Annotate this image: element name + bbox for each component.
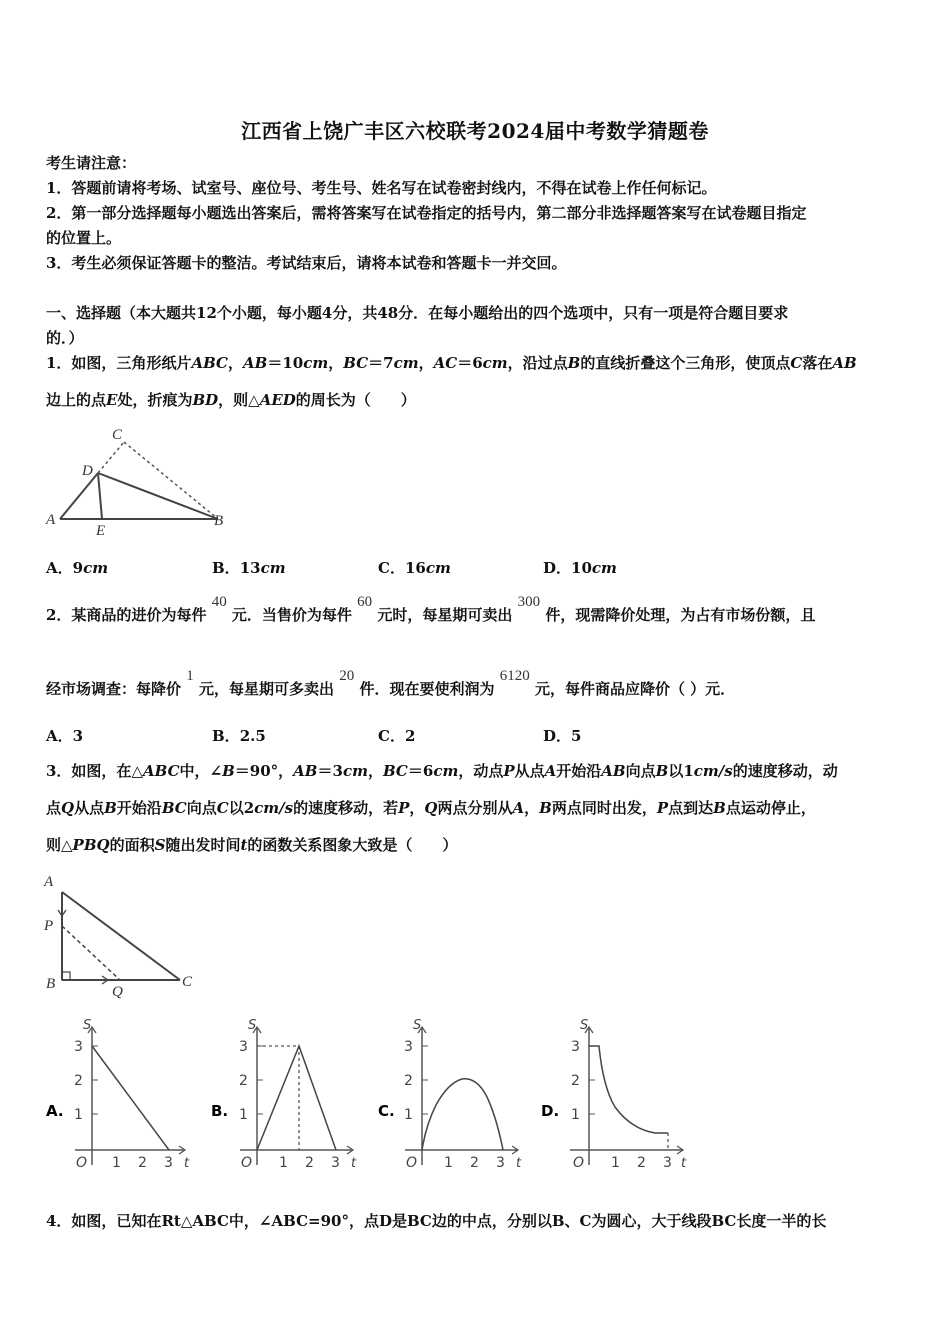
notice-heading: 考生请注意： bbox=[46, 154, 137, 172]
x-tick: 2 bbox=[637, 1155, 646, 1171]
q2-option-b[interactable] bbox=[212, 725, 266, 746]
text: 两点分别从 bbox=[437, 799, 513, 817]
text: 1．如图，三角形纸片 bbox=[46, 354, 192, 372]
q1-option-a[interactable] bbox=[46, 557, 108, 578]
text: 边上的点 bbox=[46, 391, 107, 409]
x-axis-label: t bbox=[351, 1156, 357, 1171]
y-tick: 1 bbox=[404, 1107, 413, 1123]
math-value: 1 bbox=[186, 668, 194, 684]
y-tick: 1 bbox=[239, 1107, 248, 1123]
math-var: B bbox=[655, 762, 669, 780]
origin-label: O bbox=[406, 1155, 418, 1171]
option-unit: cm bbox=[83, 559, 109, 577]
math-var: BC bbox=[161, 799, 187, 817]
math-var: AB bbox=[293, 762, 318, 780]
text: 从点 bbox=[74, 799, 105, 817]
q3-option-c-graph[interactable] bbox=[370, 1015, 535, 1175]
option-value: 5 bbox=[571, 727, 582, 745]
notice-item-2: 2．第一部分选择题每小题选出答案后，需将答案写在试卷指定的括号内，第二部分非选择题答案写在试卷题目指定 bbox=[46, 204, 807, 222]
x-tick: 2 bbox=[305, 1155, 314, 1171]
x-tick: 2 bbox=[138, 1155, 147, 1171]
notice-item-1: 1．答题前请将考场、试室号、座位号、考生号、姓名写在试卷密封线内，不得在试卷上作任何标记。 bbox=[46, 179, 717, 197]
q2-option-c[interactable] bbox=[378, 725, 415, 746]
q3-stem-line1 bbox=[46, 760, 838, 781]
option-value: 2 bbox=[404, 727, 416, 745]
option-value: 9 bbox=[72, 559, 84, 577]
y-axis-label: S bbox=[413, 1018, 422, 1033]
label-p: P bbox=[44, 918, 54, 934]
option-letter: B． bbox=[212, 727, 240, 745]
q1-triangle-figure bbox=[42, 425, 227, 540]
option-letter: C． bbox=[378, 727, 405, 745]
page-title: 江西省上饶广丰区六校联考2024届中考数学猜题卷 bbox=[241, 119, 709, 143]
q3-option-b-graph[interactable] bbox=[205, 1015, 370, 1175]
text: 向点 bbox=[186, 799, 217, 817]
math-unit: cm/s bbox=[254, 799, 294, 817]
text: ， bbox=[418, 354, 434, 372]
text: 件，现需降价处理，为占有市场份额，且 bbox=[545, 606, 816, 624]
origin-label: O bbox=[241, 1155, 253, 1171]
label-c: C bbox=[112, 427, 123, 443]
text: ，动点 bbox=[458, 762, 504, 780]
text: 向点 bbox=[625, 762, 656, 780]
math-unit: cm bbox=[342, 762, 368, 780]
math-var: Q bbox=[61, 799, 75, 817]
text: 经市场调查：每降价 bbox=[46, 680, 182, 698]
option-unit: cm bbox=[425, 559, 451, 577]
y-axis-label: S bbox=[248, 1018, 257, 1033]
x-tick: 3 bbox=[164, 1155, 173, 1171]
text: 两点同时出发， bbox=[551, 799, 657, 817]
math-var: B bbox=[104, 799, 117, 817]
text: 2．某商品的进价为每件 bbox=[46, 606, 207, 624]
math-var: P bbox=[656, 799, 669, 817]
q4-stem-line1: 4．如图，已知在Rt△ABC中，∠ABC=90°，点D是BC边的中点，分别以B、C为圆心，大于线段BC长度一半的长 bbox=[46, 1212, 827, 1230]
text: 则△ bbox=[46, 836, 73, 854]
text: 元．当售价为每件 bbox=[231, 606, 352, 624]
text: ， bbox=[367, 762, 383, 780]
text: 开始沿 bbox=[556, 762, 602, 780]
text: 点 bbox=[46, 799, 62, 817]
math-var: BD bbox=[192, 391, 219, 409]
option-unit: cm bbox=[260, 559, 286, 577]
text: ， bbox=[328, 354, 344, 372]
text: 元，每星期可多卖出 bbox=[198, 680, 334, 698]
option-value: 10 bbox=[571, 559, 592, 577]
q2-option-d[interactable] bbox=[543, 725, 581, 746]
math-var: AED bbox=[259, 391, 296, 409]
math-var: B bbox=[713, 799, 726, 817]
x-tick: 3 bbox=[331, 1155, 340, 1171]
x-axis-label: t bbox=[681, 1156, 687, 1171]
q2-stem-line1 bbox=[46, 594, 816, 625]
math-var: AB bbox=[601, 762, 626, 780]
math-var: Q bbox=[424, 799, 438, 817]
math-var: S bbox=[154, 836, 166, 854]
math-var: ABC bbox=[142, 762, 180, 780]
option-letter: A． bbox=[46, 727, 73, 745]
option-letter: A． bbox=[46, 559, 73, 577]
text: ＝7 bbox=[368, 354, 394, 372]
text: 元，每件商品应降价（ ）元． bbox=[534, 680, 736, 698]
option-value: 3 bbox=[72, 727, 84, 745]
text: 落在 bbox=[802, 354, 833, 372]
x-tick: 1 bbox=[112, 1155, 121, 1171]
math-var: BC bbox=[382, 762, 408, 780]
math-var: P bbox=[503, 762, 515, 780]
text: 点到达 bbox=[668, 799, 714, 817]
math-var: AB bbox=[832, 354, 857, 372]
text: ， bbox=[524, 799, 540, 817]
math-value: 40 bbox=[211, 594, 227, 610]
y-tick: 3 bbox=[74, 1039, 83, 1055]
text: ，则△ bbox=[218, 391, 260, 409]
label-q: Q bbox=[112, 984, 123, 1000]
text: ＝3 bbox=[317, 762, 343, 780]
y-tick: 1 bbox=[571, 1107, 580, 1123]
q3-stem-line3 bbox=[46, 834, 457, 855]
math-value: 300 bbox=[517, 594, 541, 610]
text: ， bbox=[409, 799, 425, 817]
y-tick: 2 bbox=[239, 1073, 248, 1089]
option-letter: B． bbox=[212, 559, 240, 577]
math-var: C bbox=[790, 354, 803, 372]
math-unit: cm bbox=[482, 354, 508, 372]
text: ＝6 bbox=[457, 354, 483, 372]
x-tick: 1 bbox=[611, 1155, 620, 1171]
text: 点运动停止， bbox=[725, 799, 816, 817]
origin-label: O bbox=[573, 1155, 585, 1171]
label-b: B bbox=[214, 513, 224, 529]
math-unit: cm bbox=[303, 354, 329, 372]
origin-label: O bbox=[76, 1155, 88, 1171]
y-axis-label: S bbox=[83, 1018, 92, 1033]
q1-stem-line2 bbox=[46, 389, 416, 410]
math-unit: cm bbox=[393, 354, 419, 372]
math-var: B bbox=[567, 354, 581, 372]
text: 处，折痕为 bbox=[117, 391, 193, 409]
math-var: A bbox=[544, 762, 557, 780]
text: 随出发时间 bbox=[165, 836, 241, 854]
q2-stem-line2 bbox=[46, 668, 736, 699]
x-tick: 1 bbox=[444, 1155, 453, 1171]
math-var: B bbox=[222, 762, 235, 780]
math-var: A bbox=[512, 799, 525, 817]
math-var: P bbox=[398, 799, 410, 817]
y-tick: 3 bbox=[571, 1039, 580, 1055]
text: 以2 bbox=[228, 799, 255, 817]
math-var: t bbox=[240, 836, 248, 854]
text: ，沿过点 bbox=[507, 354, 568, 372]
y-tick: 3 bbox=[404, 1039, 413, 1055]
x-tick: 3 bbox=[496, 1155, 505, 1171]
label-a: A bbox=[46, 512, 56, 528]
q1-option-c[interactable] bbox=[378, 557, 451, 578]
label-d: D bbox=[82, 463, 93, 479]
q1-stem-line1 bbox=[46, 352, 857, 373]
math-var: AB bbox=[243, 354, 268, 372]
x-tick: 2 bbox=[470, 1155, 479, 1171]
math-var: AC bbox=[433, 354, 458, 372]
section-heading: 一、选择题（本大题共12个小题，每小题4分，共48分．在每小题给出的四个选项中，只有一项是符合题目要求 bbox=[46, 304, 789, 322]
text: 中，∠ bbox=[179, 762, 223, 780]
label-a: A bbox=[44, 874, 54, 890]
option-letter: D． bbox=[543, 559, 572, 577]
text: ， bbox=[228, 354, 244, 372]
option-letter: C. bbox=[378, 1102, 395, 1120]
text: 的速度移动，若 bbox=[293, 799, 399, 817]
text: 3．如图，在△ bbox=[46, 762, 143, 780]
y-tick: 2 bbox=[571, 1073, 580, 1089]
text: ＝6 bbox=[407, 762, 434, 780]
y-tick: 2 bbox=[74, 1073, 83, 1089]
y-tick: 3 bbox=[239, 1039, 248, 1055]
y-axis-label: S bbox=[580, 1018, 589, 1033]
math-value: 20 bbox=[339, 668, 355, 684]
notice-item-2-cont: 的位置上。 bbox=[46, 229, 122, 247]
math-var: BC bbox=[343, 354, 369, 372]
text: 元时，每星期可卖出 bbox=[377, 606, 513, 624]
q2-option-a[interactable] bbox=[46, 725, 83, 746]
option-value: 16 bbox=[404, 559, 426, 577]
text: 以1 bbox=[668, 762, 694, 780]
math-unit: cm bbox=[433, 762, 459, 780]
label-e: E bbox=[96, 523, 106, 539]
option-letter: B. bbox=[211, 1102, 229, 1120]
q1-option-d[interactable] bbox=[543, 557, 617, 578]
math-unit: cm/s bbox=[693, 762, 733, 780]
x-axis-label: t bbox=[516, 1156, 522, 1171]
math-var: C bbox=[216, 799, 229, 817]
q3-triangle-figure bbox=[40, 870, 210, 1000]
math-var: B bbox=[539, 799, 552, 817]
q3-option-d-graph[interactable] bbox=[535, 1015, 700, 1175]
x-axis-label: t bbox=[184, 1156, 190, 1171]
math-var: E bbox=[106, 391, 118, 409]
label-c: C bbox=[182, 974, 193, 990]
text: 开始沿 bbox=[116, 799, 162, 817]
x-tick: 3 bbox=[663, 1155, 672, 1171]
text: 的函数关系图象大致是（ ） bbox=[247, 836, 458, 854]
notice-item-3: 3．考生必须保证答题卡的整洁。考试结束后，请将本试卷和答题卡一并交回。 bbox=[46, 254, 567, 272]
label-b: B bbox=[46, 976, 56, 992]
text: ＝90°， bbox=[234, 762, 294, 780]
text: 的速度移动，动 bbox=[732, 762, 838, 780]
option-letter: D. bbox=[541, 1102, 560, 1120]
text: 的面积 bbox=[109, 836, 155, 854]
option-value: 13 bbox=[239, 559, 261, 577]
x-tick: 1 bbox=[279, 1155, 288, 1171]
text: ＝10 bbox=[267, 354, 304, 372]
y-tick: 2 bbox=[404, 1073, 413, 1089]
y-tick: 1 bbox=[74, 1107, 83, 1123]
q3-option-a-graph[interactable] bbox=[40, 1015, 205, 1175]
math-value: 6120 bbox=[499, 668, 530, 684]
option-letter: D． bbox=[543, 727, 572, 745]
section-heading-cont: 的．） bbox=[46, 329, 84, 347]
math-value: 60 bbox=[357, 594, 373, 610]
text: 的直线折叠这个三角形，使顶点 bbox=[580, 354, 791, 372]
option-value: 2.5 bbox=[239, 727, 266, 745]
option-letter: C． bbox=[378, 559, 405, 577]
q1-option-b[interactable] bbox=[212, 557, 286, 578]
math-var: ABC bbox=[191, 354, 228, 372]
math-var: PBQ bbox=[72, 836, 110, 854]
option-unit: cm bbox=[591, 559, 617, 577]
option-letter: A. bbox=[46, 1102, 64, 1120]
text: 的周长为（ ） bbox=[295, 391, 416, 409]
text: 件．现在要使利润为 bbox=[359, 680, 495, 698]
q3-stem-line2 bbox=[46, 797, 816, 818]
text: 从点 bbox=[514, 762, 545, 780]
